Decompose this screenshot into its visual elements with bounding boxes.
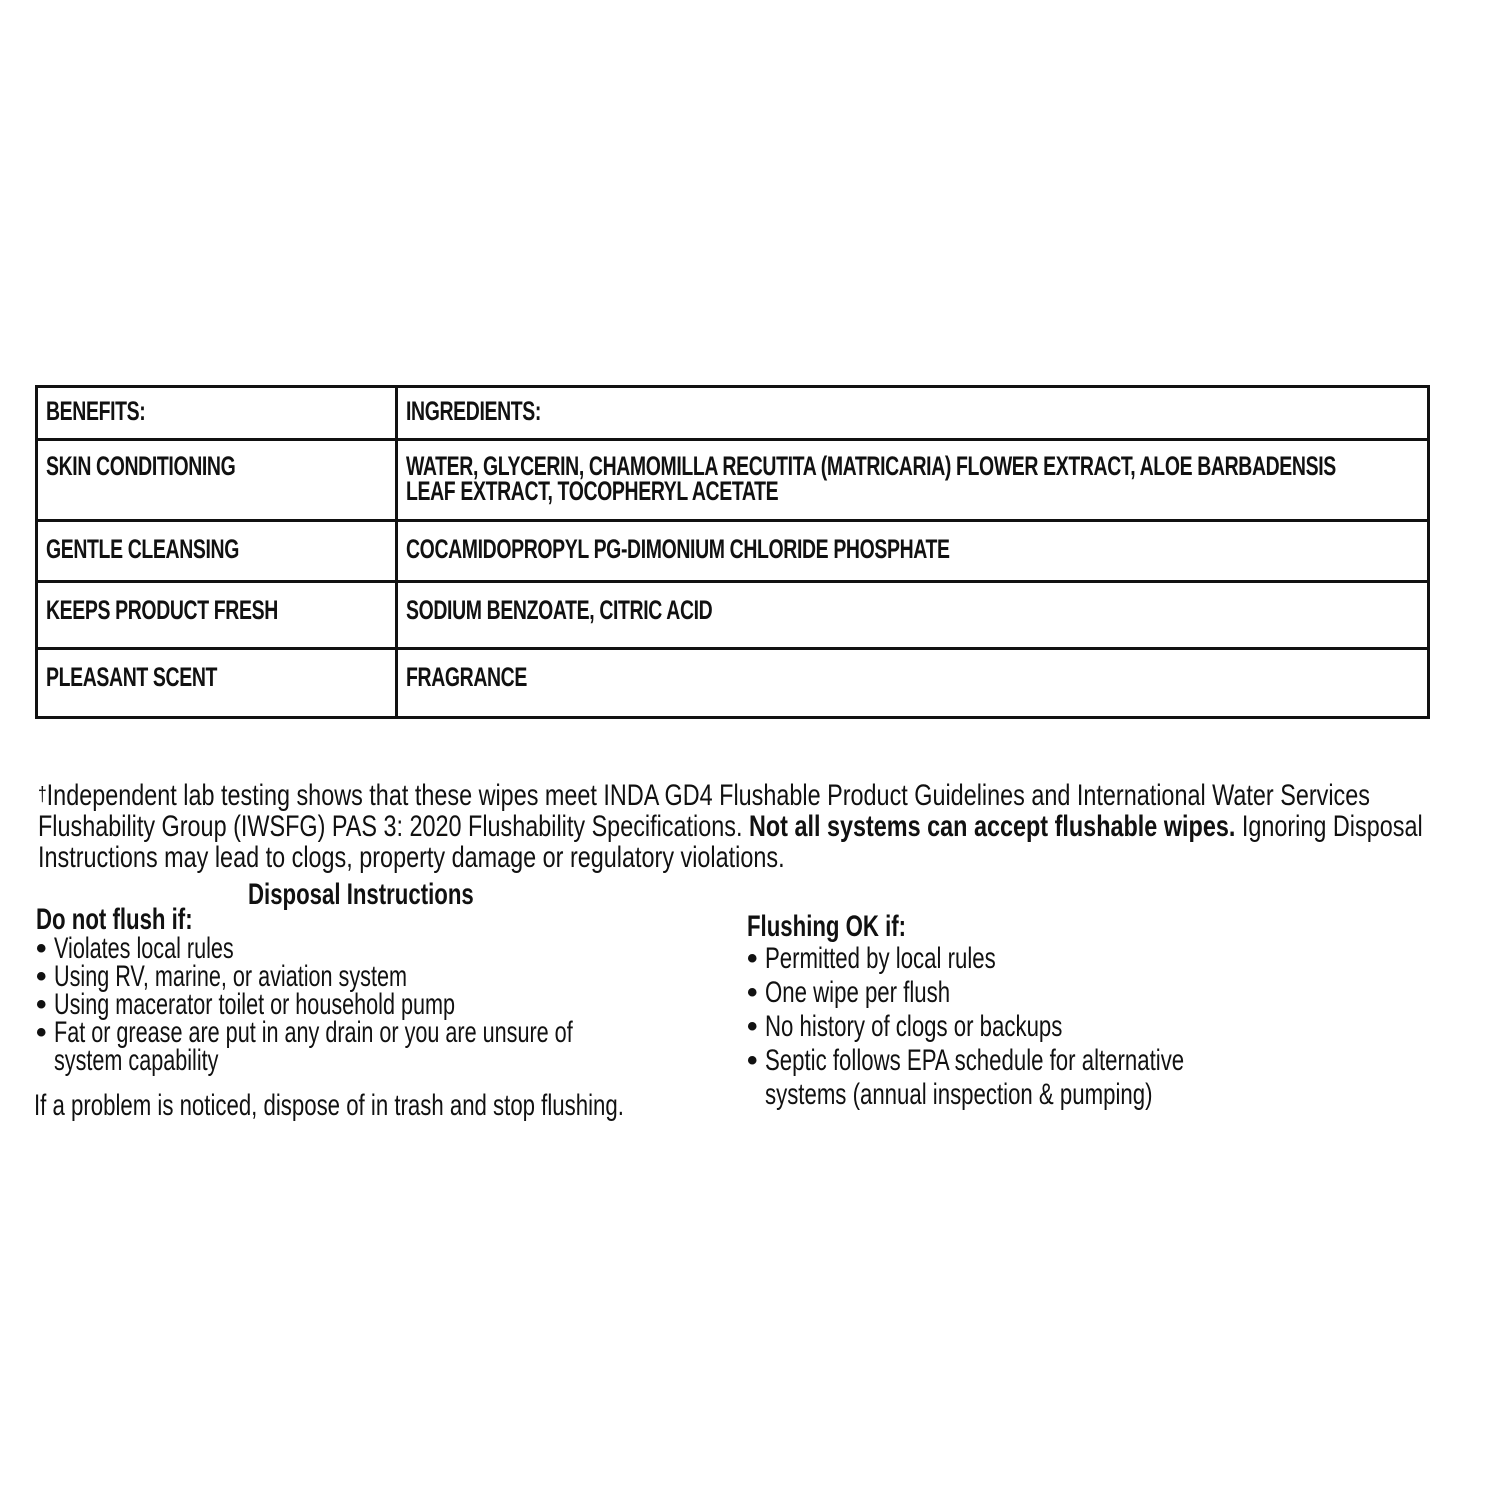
bullet-icon: •: [747, 1044, 758, 1077]
footnote-warning: Not all systems can accept flushable wipes.: [748, 810, 1236, 843]
flushing-ok-list: [747, 942, 1447, 1112]
benefit-cell: GENTLE CLEANSING: [37, 521, 397, 582]
disposal-instructions-title: Disposal Instructions: [248, 878, 474, 911]
ingredient-cell: FRAGRANCE: [397, 649, 1429, 718]
flushing-ok-section: [747, 912, 1447, 1112]
table-row: [37, 440, 1429, 521]
bullet-icon: •: [36, 1016, 47, 1049]
do-not-flush-list: [36, 932, 736, 1077]
bullet-icon: •: [747, 942, 758, 975]
list-item: • One wipe per flush: [747, 976, 951, 1009]
list-item: • Septic follows EPA schedule for alternative systems (annual inspection & pumping): [747, 1044, 1185, 1111]
ingredients-header: INGREDIENTS:: [397, 387, 1429, 440]
list-item: • Using macerator toilet or household pump: [36, 988, 456, 1021]
problem-note: If a problem is noticed, dispose of in trash and stop flushing.: [34, 1089, 624, 1122]
footnote-line-1: †Independent lab testing shows that these wipes meet INDA GD4 Flushable Product Guidelines and International Water Services: [38, 779, 1370, 812]
table-row: [37, 649, 1429, 718]
table-header-row: [37, 387, 1429, 440]
do-not-flush-heading: Do not flush if:: [36, 903, 193, 936]
bullet-icon: •: [36, 932, 47, 965]
bullet-icon: •: [36, 960, 47, 993]
ingredient-cell: WATER, GLYCERIN, CHAMOMILLA RECUTITA (MATRICARIA) FLOWER EXTRACT, ALOE BARBADENSIS LEAF EXTRACT, TOCOPHERYL ACETATE: [397, 440, 1429, 521]
benefits-header: BENEFITS:: [37, 387, 397, 440]
footnote-line-2: Flushability Group (IWSFG) PAS 3: 2020 Flushability Specifications. Not all systems can accept flushable wipes. Ignoring Disposal: [38, 810, 1423, 843]
benefit-cell: SKIN CONDITIONING: [37, 440, 397, 521]
bullet-icon: •: [747, 1010, 758, 1043]
ingredient-cell: SODIUM BENZOATE, CITRIC ACID: [397, 582, 1429, 649]
list-item: • No history of clogs or backups: [747, 1010, 1063, 1043]
bullet-icon: •: [36, 988, 47, 1021]
benefit-cell: KEEPS PRODUCT FRESH: [37, 582, 397, 649]
table-row: [37, 582, 1429, 649]
list-item: • Using RV, marine, or aviation system: [36, 960, 407, 993]
benefit-cell: PLEASANT SCENT: [37, 649, 397, 718]
bullet-icon: •: [747, 976, 758, 1009]
list-item: • Fat or grease are put in any drain or you are unsure of system capability: [36, 1016, 573, 1077]
footnote-line-3: Instructions may lead to clogs, property damage or regulatory violations.: [38, 841, 785, 874]
flushing-ok-heading: Flushing OK if:: [747, 910, 907, 943]
dagger-mark: †: [38, 784, 47, 806]
ingredient-cell: COCAMIDOPROPYL PG-DIMONIUM CHLORIDE PHOSPHATE: [397, 521, 1429, 582]
do-not-flush-section: [36, 905, 736, 1075]
table-row: [37, 521, 1429, 582]
list-item: • Permitted by local rules: [747, 942, 996, 975]
list-item: • Violates local rules: [36, 932, 234, 965]
flushability-footnote: [38, 780, 1478, 873]
benefits-ingredients-table: [35, 385, 1430, 719]
